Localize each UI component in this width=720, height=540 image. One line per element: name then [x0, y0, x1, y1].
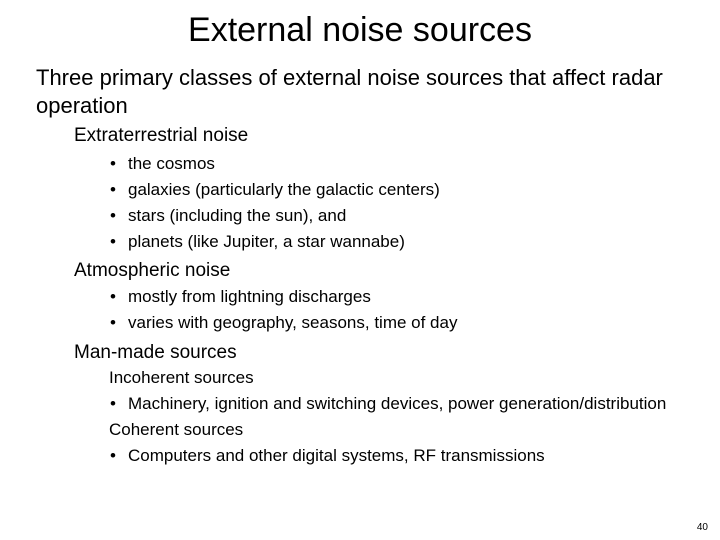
page-number: 40	[696, 522, 708, 533]
list-item	[110, 312, 457, 334]
section-heading-man-made: Man-made sources	[74, 342, 237, 363]
bullet-icon: •	[110, 394, 116, 413]
intro-text: Three primary classes of external noise sources that affect radar operation	[36, 65, 663, 118]
bullet-text: planets (like Jupiter, a star wannabe)	[128, 232, 405, 251]
list-item	[110, 205, 346, 227]
list-item	[110, 153, 215, 175]
bullet-icon: •	[110, 154, 116, 173]
list-item	[110, 445, 545, 467]
list-item	[110, 231, 405, 253]
bullet-icon: •	[110, 180, 116, 199]
bullet-text: mostly from lightning discharges	[128, 287, 371, 306]
bullet-text: the cosmos	[128, 154, 215, 173]
section-heading-atmospheric: Atmospheric noise	[74, 260, 231, 281]
subgroup-label-incoherent: Incoherent sources	[109, 368, 254, 387]
list-item	[110, 179, 440, 201]
slide-title: External noise sources	[188, 11, 532, 49]
bullet-text: galaxies (particularly the galactic centers)	[128, 180, 440, 199]
subgroup-label-coherent: Coherent sources	[109, 420, 244, 439]
bullet-text: Computers and other digital systems, RF transmissions	[128, 446, 545, 465]
bullet-icon: •	[110, 446, 116, 465]
bullet-text: stars (including the sun), and	[128, 206, 347, 225]
bullet-icon: •	[110, 313, 116, 332]
bullet-icon: •	[110, 206, 116, 225]
section-heading-extraterrestrial: Extraterrestrial noise	[74, 125, 249, 146]
bullet-text: varies with geography, seasons, time of day	[128, 313, 458, 332]
bullet-text: Machinery, ignition and switching devices, power generation/distribution	[128, 394, 667, 413]
bullet-icon: •	[110, 287, 116, 306]
bullet-icon: •	[110, 232, 116, 251]
list-item	[110, 286, 371, 308]
list-item	[110, 393, 666, 415]
